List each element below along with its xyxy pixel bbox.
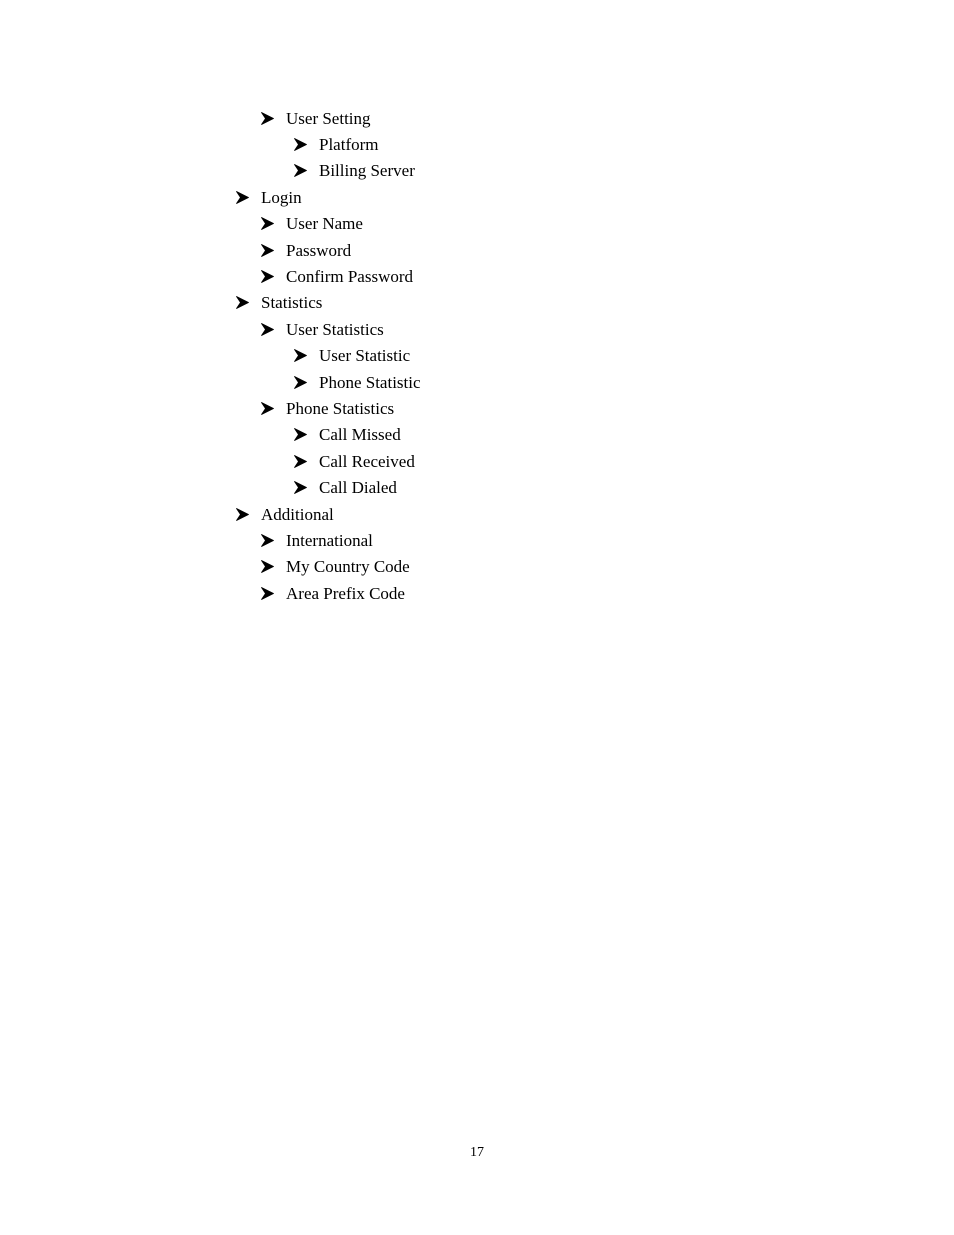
arrowhead-bullet-icon xyxy=(236,296,249,309)
arrowhead-bullet-icon xyxy=(261,323,274,336)
outline-item-label: Phone Statistics xyxy=(286,399,395,418)
outline-item-label: User Statistics xyxy=(286,320,384,339)
outline-item-label: User Statistic xyxy=(319,346,411,365)
outline-item-label: Billing Server xyxy=(319,161,415,180)
outline-item-label: Call Missed xyxy=(319,425,401,444)
outline-item-label: User Setting xyxy=(286,109,371,128)
arrowhead-bullet-icon xyxy=(261,534,274,547)
arrowhead-bullet-icon xyxy=(261,587,274,600)
outline-item-label: Password xyxy=(286,241,352,260)
outline-item-label: Area Prefix Code xyxy=(286,584,405,603)
outline-item-label: My Country Code xyxy=(286,557,410,576)
outline-item-label: Additional xyxy=(261,505,334,524)
outline-item-label: Login xyxy=(261,188,302,207)
outline-item-label: International xyxy=(286,531,373,550)
arrowhead-bullet-icon xyxy=(261,112,274,125)
arrowhead-bullet-icon xyxy=(294,164,307,177)
arrowhead-bullet-icon xyxy=(294,376,307,389)
outline-item-label: Call Received xyxy=(319,452,415,471)
outline-item-label: Statistics xyxy=(261,293,323,312)
arrowhead-bullet-icon xyxy=(294,455,307,468)
outline-item-label: Confirm Password xyxy=(286,267,414,286)
outline-item-label: Platform xyxy=(319,135,379,154)
arrowhead-bullet-icon xyxy=(294,138,307,151)
arrowhead-bullet-icon xyxy=(294,349,307,362)
arrowhead-bullet-icon xyxy=(261,270,274,283)
arrowhead-bullet-icon xyxy=(294,481,307,494)
arrowhead-bullet-icon xyxy=(261,560,274,573)
outline-item-label: Call Dialed xyxy=(319,478,397,497)
arrowhead-bullet-icon xyxy=(261,244,274,257)
outline-item-label: Phone Statistic xyxy=(319,373,421,392)
arrowhead-bullet-icon xyxy=(261,402,274,415)
arrowhead-bullet-icon xyxy=(236,508,249,521)
arrowhead-bullet-icon xyxy=(261,217,274,230)
page-number: 17 xyxy=(470,1145,484,1160)
arrowhead-bullet-icon xyxy=(294,428,307,441)
outline-item-label: User Name xyxy=(286,214,363,233)
arrowhead-bullet-icon xyxy=(236,191,249,204)
